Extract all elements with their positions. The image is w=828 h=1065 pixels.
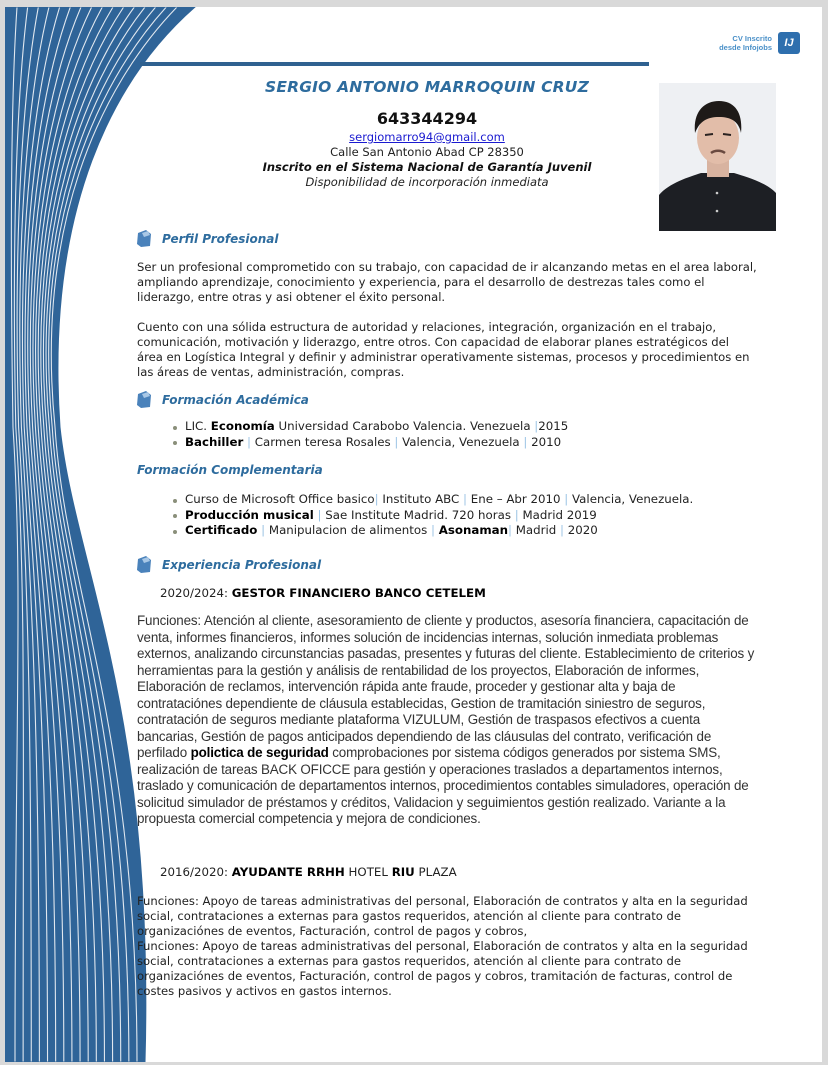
list-item — [165, 419, 568, 435]
functions-text: comprobaciones por sistema códigos generados por sistema SMS, realización de tareas BACK OFICCE para gestión y operaciones traslados a departamentos internos, traslado y comunicación de departamentos internos, procedimientos contables simuladores, operación de solicitud simulador de préstamos y créditos, Validacion y seguimientos gestión realizado. Variante a la propuesta comercial competencia y mejora de condiciones. — [137, 745, 749, 826]
item-year: 2020 — [567, 523, 598, 537]
perfil-paragraph-2: Cuento con una sólida estructura de autoridad y relaciones, integración, organización en el trabajo, comunicación, motivación y liderazgo, entre otros. Con capacidad de elaborar planes estratégicos del área en Logística Integral y definir y administrar operativamente sistemas, procesos y procedimientos en las áreas de ventas, administración, compras. — [137, 320, 750, 379]
section-perfil — [135, 229, 278, 248]
list-item — [165, 508, 693, 524]
list-item — [165, 435, 568, 451]
separator: | — [514, 507, 523, 522]
perfil-paragraph-1: Ser un profesional comprometido con su trabajo, con capacidad de ir alcanzando metas en el area laboral, ampliando aprendizaje, conocimiento y experiencia, para el desarrollo de destrezas tales como el liderazgo, entre otras y asi obtener el éxito personal. — [137, 260, 757, 304]
item-text: Carmen teresa Rosales — [254, 434, 395, 449]
item-year: 2015 — [538, 419, 569, 433]
header-rule — [140, 62, 649, 66]
item-text: Valencia, Venezuela. — [572, 492, 694, 506]
item-bold: Asonaman — [438, 523, 508, 537]
item-text: Instituto ABC — [382, 492, 464, 506]
item-bold: Economía — [210, 419, 275, 433]
separator: | — [394, 434, 403, 449]
job-period: 2020/2024: — [160, 586, 232, 600]
separator: | — [463, 492, 471, 506]
functions-bold: polictica de seguridad — [190, 745, 329, 760]
cv-page — [5, 7, 822, 1062]
infojobs-logo-icon: IJ — [778, 32, 800, 54]
phone-number: 643344294 — [376, 109, 478, 128]
separator: | — [560, 523, 568, 537]
item-bold: Certificado — [185, 523, 258, 537]
job-2-heading — [160, 865, 457, 879]
badge-line2: desde Infojobs — [719, 43, 772, 52]
item-bold: Bachiller — [185, 434, 244, 449]
separator: | — [534, 419, 539, 433]
section-title: Perfil Profesional — [162, 231, 279, 246]
complementaria-list — [165, 492, 693, 539]
job-2-functions-1: Funciones: Apoyo de tareas administrativas del personal, Elaboración de contratos y alta en la seguridad social, contrataciones a externas para gastos requeridos, atención al cliente para contrato de organizaciónes de eventos, Facturación, control de pagos y cobros, — [137, 894, 748, 938]
section-complementaria-title: Formación Complementaria — [137, 463, 323, 477]
separator: | — [374, 492, 383, 506]
job-2-functions-2: Funciones: Apoyo de tareas administrativas del personal, Elaboración de contratos y alta en la seguridad social, contrataciones a externas para gastos requeridos, atención al cliente para contrato de organizaciónes de eventos, Facturación, control de pagos y cobros, tramitación de facturas, control de costes pasivos y activos en gastos internos. — [137, 939, 748, 998]
candidate-name: SERGIO ANTONIO MARROQUIN CRUZ — [264, 78, 590, 96]
academica-list — [165, 419, 568, 450]
item-text: Ene – Abr 2010 — [470, 492, 565, 506]
badge-line1: CV Inscrito — [732, 34, 772, 43]
email-link[interactable]: sergiomarro94@gmail.com — [349, 130, 505, 144]
book-icon — [135, 390, 153, 409]
badge-text — [719, 34, 772, 52]
item-text: Curso de Microsoft Office basico — [185, 492, 375, 506]
infojobs-badge — [719, 32, 800, 54]
job-title: GESTOR FINANCIERO BANCO CETELEM — [231, 586, 486, 600]
job-company-bold: RIU — [391, 865, 415, 879]
item-text: Madrid 2019 — [522, 507, 597, 522]
functions-text: Funciones: Atención al cliente, asesoramiento de cliente y productos, asesoría financiera, capacitación de venta, informes financieros, informes solución de incidencias internas, solución inmediata problemas externos, analizando circunstancias pasadas, presentes y futuras del cliente. Establecimiento de criterios y herramientas para la gestión y análisis de rentabilidad de los proyectos, Elaboración de informes, Elaboración de reclamos, intervención rápida ante fraude, proceder y gestionar alta y baja de contrataciónes dependiente de cláusula establecidas, Gestion de tramitación siniestro de seguros, contratación de seguros mediante plataforma VIZULUM, Gestión de traspasos efectivos a cuenta bancarias, Gestión de pagos anticipados dependiendo de las cláusulas del contrato, verificación de perfilado — [137, 613, 755, 760]
item-bold: Producción musical — [185, 507, 314, 522]
list-item — [165, 492, 693, 508]
item-text: Madrid — [515, 523, 560, 537]
item-text: Sae Institute Madrid. 720 horas — [325, 507, 515, 522]
section-title: Formación Académica — [162, 392, 309, 407]
item-text: LIC. — [185, 419, 211, 433]
separator: | — [564, 492, 573, 506]
separator: | — [257, 523, 269, 537]
item-text: Universidad Carabobo Valencia. Venezuela — [274, 419, 535, 433]
separator: | — [508, 523, 516, 537]
list-item — [165, 523, 693, 539]
contact-block — [140, 108, 714, 190]
garantia-juvenil: Inscrito en el Sistema Nacional de Garantía Juvenil — [262, 160, 592, 174]
separator: | — [243, 434, 255, 449]
job-title: AYUDANTE RRHH — [231, 865, 345, 879]
job-company: HOTEL — [344, 865, 392, 879]
job-period: 2016/2020: — [160, 865, 232, 879]
address: Calle San Antonio Abad CP 28350 — [330, 145, 524, 159]
item-text: Valencia, Venezuela — [402, 434, 524, 449]
job-1-heading — [160, 586, 486, 600]
separator: | — [523, 434, 532, 449]
job-1-functions — [137, 613, 762, 828]
book-icon — [135, 229, 153, 248]
item-text: Manipulacion de alimentos — [268, 523, 431, 537]
availability: Disponibilidad de incorporación inmediata — [305, 175, 549, 189]
section-experiencia — [135, 555, 321, 574]
job-company: PLAZA — [414, 865, 457, 879]
separator: | — [313, 507, 326, 522]
book-icon — [135, 555, 153, 574]
section-academica — [135, 390, 309, 409]
item-year: 2010 — [531, 434, 562, 449]
separator: | — [430, 523, 439, 537]
section-title: Experiencia Profesional — [162, 557, 322, 572]
profile-photo — [659, 83, 776, 231]
